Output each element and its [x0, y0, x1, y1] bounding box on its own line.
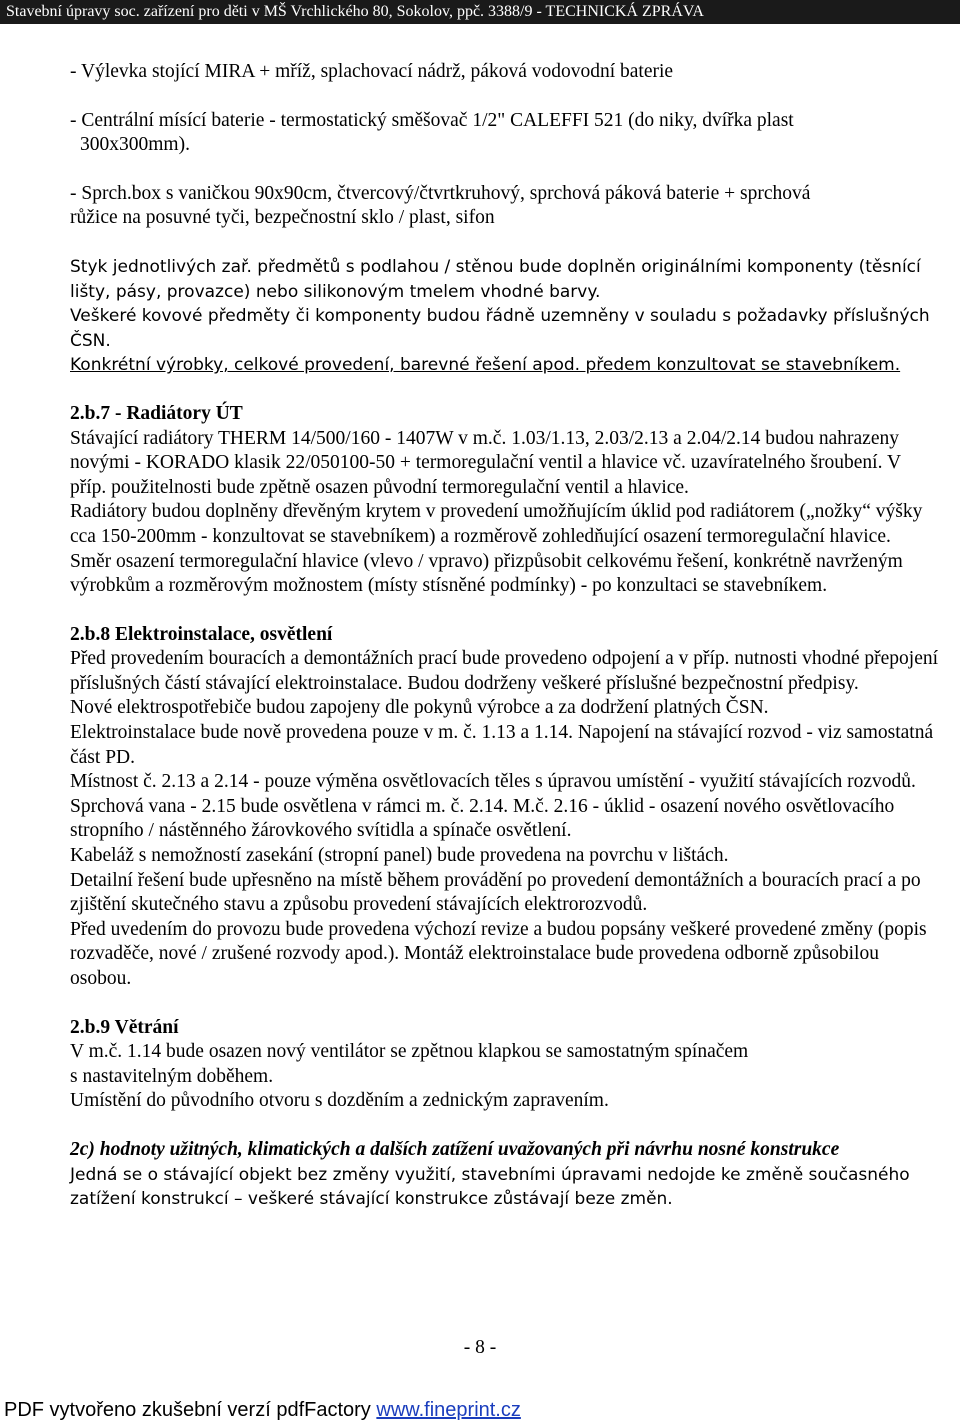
- header-text: Stavební úpravy soc. zařízení pro děti v MŠ Vrchlického 80, Sokolov, ppč. 3388/9 - TECHNICKÁ ZPRÁVA: [6, 3, 704, 20]
- section-heading-ventilation: 2.b.9 Větrání: [70, 1016, 179, 1038]
- section-heading-radiators: 2.b.7 - Radiátory ÚT: [70, 402, 243, 424]
- paragraph: Stávající radiátory THERM 14/500/160 - 1407W v m.č. 1.03/1.13, 2.03/2.13 a 2.04/2.14 budou nahrazeny novými - KORADO klasik 22/050100-50 + termoregulační ventil a hlavice vč. uzavíratelného šroubení. V příp. použitelnosti bude zpětně osazen původní termoregulační ventil a hlavice.: [70, 427, 901, 498]
- list-item: - Centrální mísící baterie - termostatický směšovač 1/2" CALEFFI 521 (do niky, dvířka plast: [70, 109, 794, 131]
- paragraph: Elektroinstalace bude nově provedena pouze v m. č. 1.13 a 1.14. Napojení na stávající rozvod - viz samostatná část PD.: [70, 722, 934, 768]
- paragraph: Radiátory budou doplněny dřevěným krytem v provedení umožňujícím úklid pod radiátorem („nožky“ výšky cca 150-200mm - konzultovat se stavebníkem) a rozměrově zohledňující osazení termoregulační hlavice.: [70, 501, 923, 547]
- footer-text: PDF vytvořeno zkušební verzí pdfFactory: [4, 1399, 377, 1421]
- paragraph: Jedná se o stávající objekt bez změny využití, stavebními úpravami nedojde ke změně současného zatížení konstrukcí – veškeré stávající konstrukce zůstávají beze změn.: [70, 1164, 910, 1210]
- note-paragraph: Styk jednotlivých zař. předmětů s podlahou / stěnou bude doplněn originálními komponenty (těsnící lišty, pásy, provazce) nebo silikonovým tmelem vhodné barvy.: [70, 256, 921, 302]
- pdf-footer: [0, 1398, 960, 1423]
- page-number: - 8 -: [463, 1337, 497, 1358]
- paragraph-continuation: s nastavitelným doběhem.: [70, 1065, 274, 1087]
- list-item: - Sprch.box s vaničkou 90x90cm, čtvercový/čtvrtkruhový, sprchová páková baterie + sprchová: [70, 182, 811, 204]
- list-item-continuation: 300x300mm).: [80, 134, 190, 156]
- section-heading-electro: 2.b.8 Elektroinstalace, osvětlení: [70, 623, 333, 645]
- paragraph: Nové elektrospotřebiče budou zapojeny dle pokynů výrobce a za dodržení platných ČSN.: [70, 697, 769, 719]
- note-paragraph: Veškeré kovové předměty či komponenty budou řádně uzemněny v souladu s požadavky příslušných ČSN.: [70, 306, 930, 351]
- paragraph: Umístění do původního otvoru s dozděním a zednickým zapravením.: [70, 1090, 609, 1112]
- document-header: [0, 0, 960, 24]
- paragraph: V m.č. 1.14 bude osazen nový ventilátor se zpětnou klapkou se samostatným spínačem: [70, 1041, 749, 1063]
- section-heading-loads: 2c) hodnoty užitných, klimatických a dalších zatížení uvažovaných při návrhu nosné konstrukce: [70, 1138, 840, 1160]
- footer-link[interactable]: www.fineprint.cz: [376, 1399, 521, 1421]
- paragraph: Kabeláž s nemožností zasekání (stropní panel) bude provedena na povrchu v lištách.: [70, 845, 729, 867]
- paragraph: Před provedením bouracích a demontážních prací bude provedeno odpojení a v příp. nutnosti vhodné přepojení příslušných částí stávající elektroinstalace. Budou dodrženy veškeré příslušné bezpečnostní předpisy.: [70, 648, 939, 694]
- paragraph: Směr osazení termoregulační hlavice (vlevo / vpravo) přizpůsobit celkovému řešení, konkrétně navrženým výrobkům a rozměrovým možnostem (místy stísněné podmínky) - po konzultaci se stavebníkem.: [70, 550, 903, 597]
- list-item: - Výlevka stojící MIRA + mříž, splachovací nádrž, páková vodovodní baterie: [70, 61, 674, 82]
- paragraph: Místnost č. 2.13 a 2.14 - pouze výměna osvětlovacích těles s úpravou umístění - využití stávajících rozvodů. Sprchová vana - 2.15 bude osvětlena v rámci m. č. 2.14. M.č. 2.16 - úklid - osazení nového osvětlovacího stropního / nástěnného žárovkového svítidla a spínače osvětlení.: [70, 771, 916, 842]
- page-content: [70, 60, 940, 1212]
- paragraph: Detailní řešení bude upřesněno na místě během provádění po provedení demontážních a bouracích prací a po zjištění skutečného stavu a způsobu provedení stávajících elektrorozvodů.: [70, 869, 921, 916]
- paragraph: Před uvedením do provozu bude provedena výchozí revize a budou popsány veškeré provedené změny (popis rozvaděče, nové / zrušené rozvody apod.). Montáž elektroinstalace bude provedena odborně způsobilou osobou.: [70, 918, 927, 989]
- note-paragraph: Konkrétní výrobky, celkové provedení, barevné řešení apod. předem konzultovat se stavebníkem.: [70, 355, 901, 376]
- list-item-continuation: růžice na posuvné tyči, bezpečnostní sklo / plast, sifon: [70, 207, 495, 229]
